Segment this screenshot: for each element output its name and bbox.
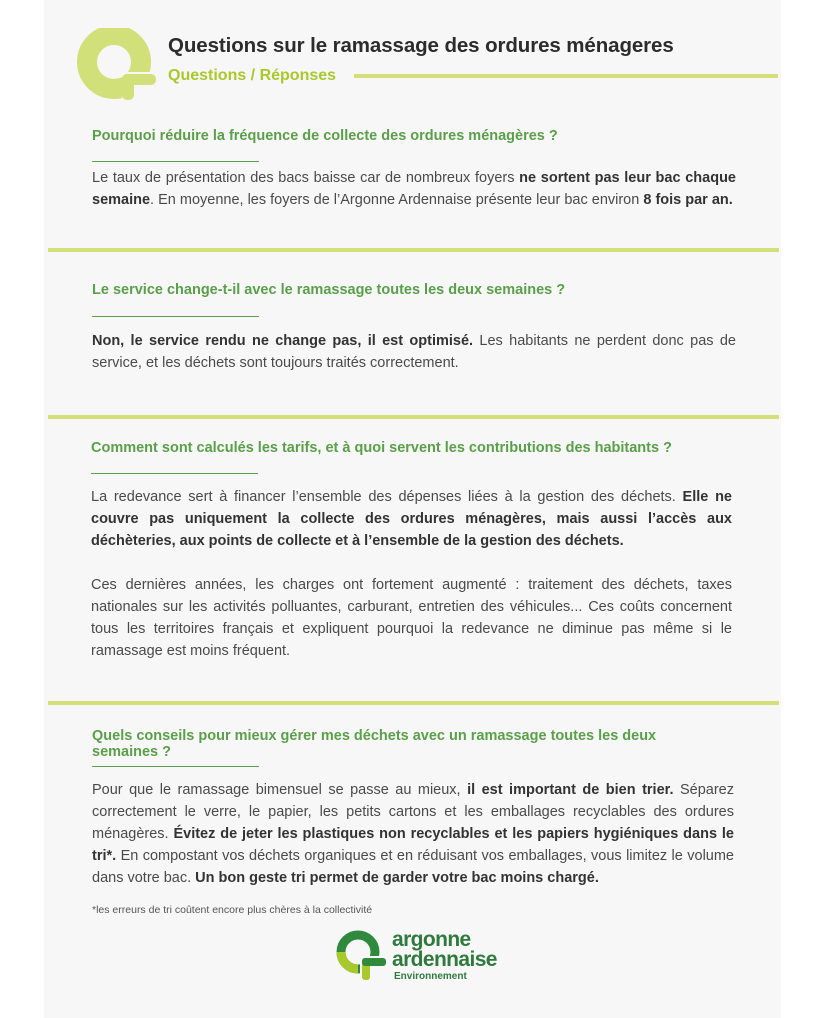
question-1-underline xyxy=(92,161,259,162)
answer-emphasis: Elle ne couvre pas uniquement la collecte des ordures ménagères, mais aussi l’accès aux déchèteries, aux points de collecte et à l’ensemble de la gestion des déchets. xyxy=(91,489,732,549)
answer-emphasis: Un bon geste tri permet de garder votre bac moins chargé. xyxy=(195,870,599,886)
answer-emphasis: 8 fois par an. xyxy=(643,192,733,208)
question-3: Comment sont calculés les tarifs, et à quoi servent les contributions des habitants ? xyxy=(91,440,672,456)
answer-text: Pour que le ramassage bimensuel se passe au mieux, xyxy=(92,782,468,798)
question-4-underline xyxy=(92,766,259,767)
answer-1 xyxy=(92,167,736,211)
question-1: Pourquoi réduire la fréquence de collecte des ordures ménagères ? xyxy=(92,128,558,144)
section-divider-2 xyxy=(48,415,779,419)
answer-text: . En moyenne, les foyers de l’Argonne Ardennaise présente leur bac environ xyxy=(150,192,644,208)
answer-2 xyxy=(92,330,736,374)
answer-emphasis: ne sortent pas leur bac chaque semaine xyxy=(92,170,736,208)
answer-4 xyxy=(92,779,734,889)
brand-logo xyxy=(336,928,506,988)
subtitle-divider xyxy=(354,74,778,78)
question-2-underline xyxy=(92,316,259,317)
section-divider-1 xyxy=(48,248,779,252)
brand-wordmark xyxy=(392,930,497,970)
answer-text: En compostant vos déchets organiques et en réduisant vos emballages, vous limitez le volume dans votre bac. xyxy=(92,848,734,886)
answer-3-paragraph-2: Ces dernières années, les charges ont fortement augmenté : traitement des déchets, taxes nationales sur les activités polluantes, carburant, entretien des véhicules... Ces coûts concernent tous les territoires français et expliquent pourquoi la redevance ne diminue pas même si le ramassage est moins fréquent. xyxy=(91,577,732,659)
section-divider-3 xyxy=(48,701,779,705)
question-3-underline xyxy=(91,473,258,474)
footnote: *les erreurs de tri coûtent encore plus chères à la collectivité xyxy=(92,904,373,916)
page-subtitle: Questions / Réponses xyxy=(168,67,337,84)
brand-tagline: Environnement xyxy=(394,971,467,982)
question-2: Le service change-t-il avec le ramassage toutes les deux semaines ? xyxy=(92,282,566,298)
answer-3 xyxy=(91,486,732,552)
answer-text: Les habitants ne perdent donc pas de service, et les déchets sont toujours traités correctement. xyxy=(92,333,736,371)
answer-text: Le taux de présentation des bacs baisse car de nombreux foyers xyxy=(92,170,520,186)
argonne-ardennaise-logo-icon xyxy=(336,930,390,982)
answer-text: Séparez correctement le verre, le papier, les petits cartons et les emballages recyclables des ordures ménagères. xyxy=(92,782,735,842)
answer-emphasis: Évitez de jeter les plastiques non recyclables et les papiers hygiéniques dans le tri*. xyxy=(92,826,734,864)
header-logo-icon xyxy=(76,28,156,102)
question-4: Quels conseils pour mieux gérer mes déchets avec un ramassage toutes les deux semaines ? xyxy=(92,728,657,760)
brand-line-1: argonne xyxy=(392,928,471,951)
brand-line-2: ardennaise xyxy=(392,948,497,971)
page-title: Questions sur le ramassage des ordures ménageres xyxy=(168,34,674,57)
answer-text: La redevance sert à financer l’ensemble des dépenses liées à la gestion des déchets. xyxy=(91,489,683,505)
answer-emphasis: il est important de bien trier. xyxy=(467,782,674,798)
answer-emphasis: Non, le service rendu ne change pas, il est optimisé. xyxy=(92,333,474,349)
